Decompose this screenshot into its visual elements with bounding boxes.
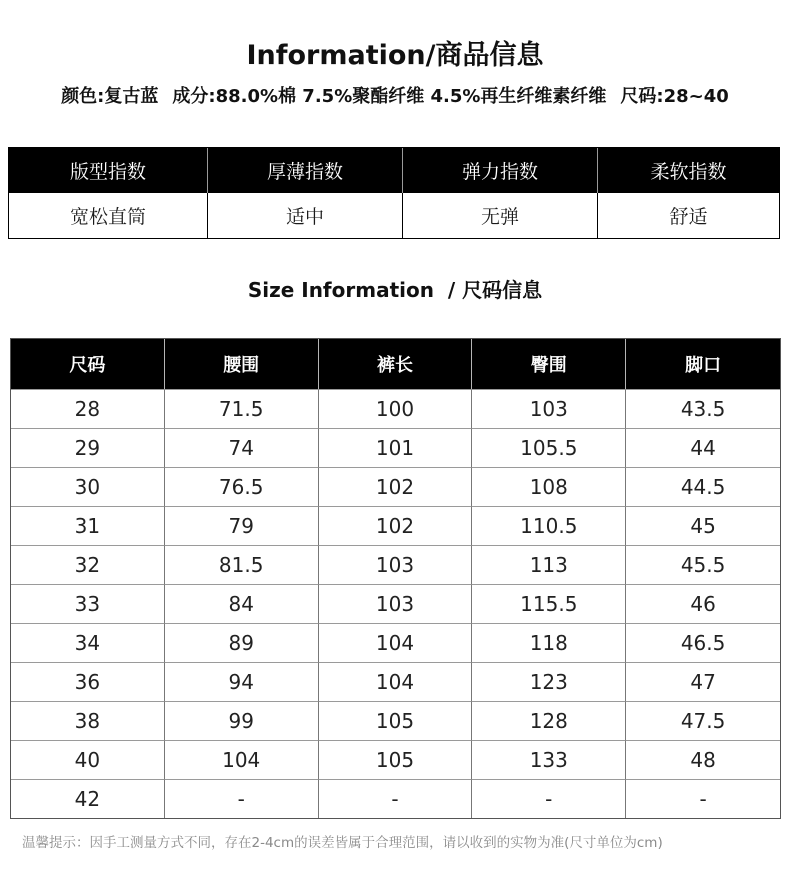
size-table-cell: 103 (319, 545, 473, 584)
size-table-cell: 94 (165, 662, 319, 701)
size-table-cell: 104 (319, 662, 473, 701)
size-table-cell: 44.5 (626, 467, 780, 506)
size-table-cell: 81.5 (165, 545, 319, 584)
size-table-cell: 31 (11, 506, 165, 545)
size-table-cell: 44 (626, 428, 780, 467)
size-table-cell: 102 (319, 506, 473, 545)
size-table-cell: 133 (472, 740, 626, 779)
size-table-cell: 34 (11, 623, 165, 662)
index-table-value: 舒适 (598, 193, 779, 238)
size-table-cell: 99 (165, 701, 319, 740)
index-table-value: 适中 (208, 193, 403, 238)
size-table-cell: 123 (472, 662, 626, 701)
measurement-note: 温馨提示：因手工测量方式不同，存在2-4cm的误差皆属于合理范围，请以收到的实物为准(尺寸单位为cm) (22, 835, 663, 851)
size-table-cell: 103 (319, 584, 473, 623)
size-table-cell: 48 (626, 740, 780, 779)
size-table-cell: 105.5 (472, 428, 626, 467)
size-table-cell: 74 (165, 428, 319, 467)
index-table-header: 弹力指数 (403, 148, 598, 193)
size-table-cell: 47.5 (626, 701, 780, 740)
size-table-cell: 36 (11, 662, 165, 701)
size-table-cell: 40 (11, 740, 165, 779)
size-table-cell: 28 (11, 389, 165, 428)
size-table-cell: 105 (319, 701, 473, 740)
size-table-cell: 110.5 (472, 506, 626, 545)
size-table-header: 脚口 (626, 339, 780, 389)
composition-spec: 成分:88.0%棉 7.5%聚酯纤维 4.5%再生纤维素纤维 (172, 86, 607, 107)
index-table (8, 147, 780, 239)
index-table-value: 宽松直筒 (9, 193, 208, 238)
size-table-cell: 46 (626, 584, 780, 623)
size-table-cell: 32 (11, 545, 165, 584)
size-table-header: 腰围 (165, 339, 319, 389)
product-specs (0, 82, 790, 108)
size-table-cell: 104 (165, 740, 319, 779)
size-table-cell: 89 (165, 623, 319, 662)
size-table-cell: - (319, 779, 473, 818)
size-table (10, 338, 781, 819)
size-table-cell: 115.5 (472, 584, 626, 623)
size-table-cell: 38 (11, 701, 165, 740)
page-title: Information/商品信息 (246, 40, 544, 71)
size-table-cell: 104 (319, 623, 473, 662)
size-table-cell: - (626, 779, 780, 818)
size-table-cell: 42 (11, 779, 165, 818)
size-table-cell: - (165, 779, 319, 818)
size-table-header: 臀围 (472, 339, 626, 389)
size-table-cell: 29 (11, 428, 165, 467)
size-heading: Size Information / 尺码信息 (247, 278, 543, 302)
size-table-cell: 71.5 (165, 389, 319, 428)
size-table-cell: 47 (626, 662, 780, 701)
index-table-value: 无弹 (403, 193, 598, 238)
size-range-spec: 尺码:28~40 (620, 86, 729, 107)
size-table-cell: 79 (165, 506, 319, 545)
size-table-cell: 108 (472, 467, 626, 506)
size-table-cell: 103 (472, 389, 626, 428)
size-table-cell: 113 (472, 545, 626, 584)
size-table-cell: 33 (11, 584, 165, 623)
size-table-cell: 46.5 (626, 623, 780, 662)
size-table-cell: 128 (472, 701, 626, 740)
size-table-cell: 30 (11, 467, 165, 506)
index-table-header: 厚薄指数 (208, 148, 403, 193)
size-table-cell: 105 (319, 740, 473, 779)
size-table-header: 裤长 (319, 339, 473, 389)
size-table-cell: 118 (472, 623, 626, 662)
size-table-header: 尺码 (11, 339, 165, 389)
size-table-cell: 84 (165, 584, 319, 623)
color-spec: 颜色:复古蓝 (61, 86, 159, 107)
size-table-cell: 45 (626, 506, 780, 545)
size-table-cell: - (472, 779, 626, 818)
index-table-header: 柔软指数 (598, 148, 779, 193)
index-table-header: 版型指数 (9, 148, 208, 193)
size-table-cell: 102 (319, 467, 473, 506)
size-table-cell: 76.5 (165, 467, 319, 506)
size-table-cell: 45.5 (626, 545, 780, 584)
size-table-cell: 101 (319, 428, 473, 467)
size-table-cell: 43.5 (626, 389, 780, 428)
size-table-cell: 100 (319, 389, 473, 428)
